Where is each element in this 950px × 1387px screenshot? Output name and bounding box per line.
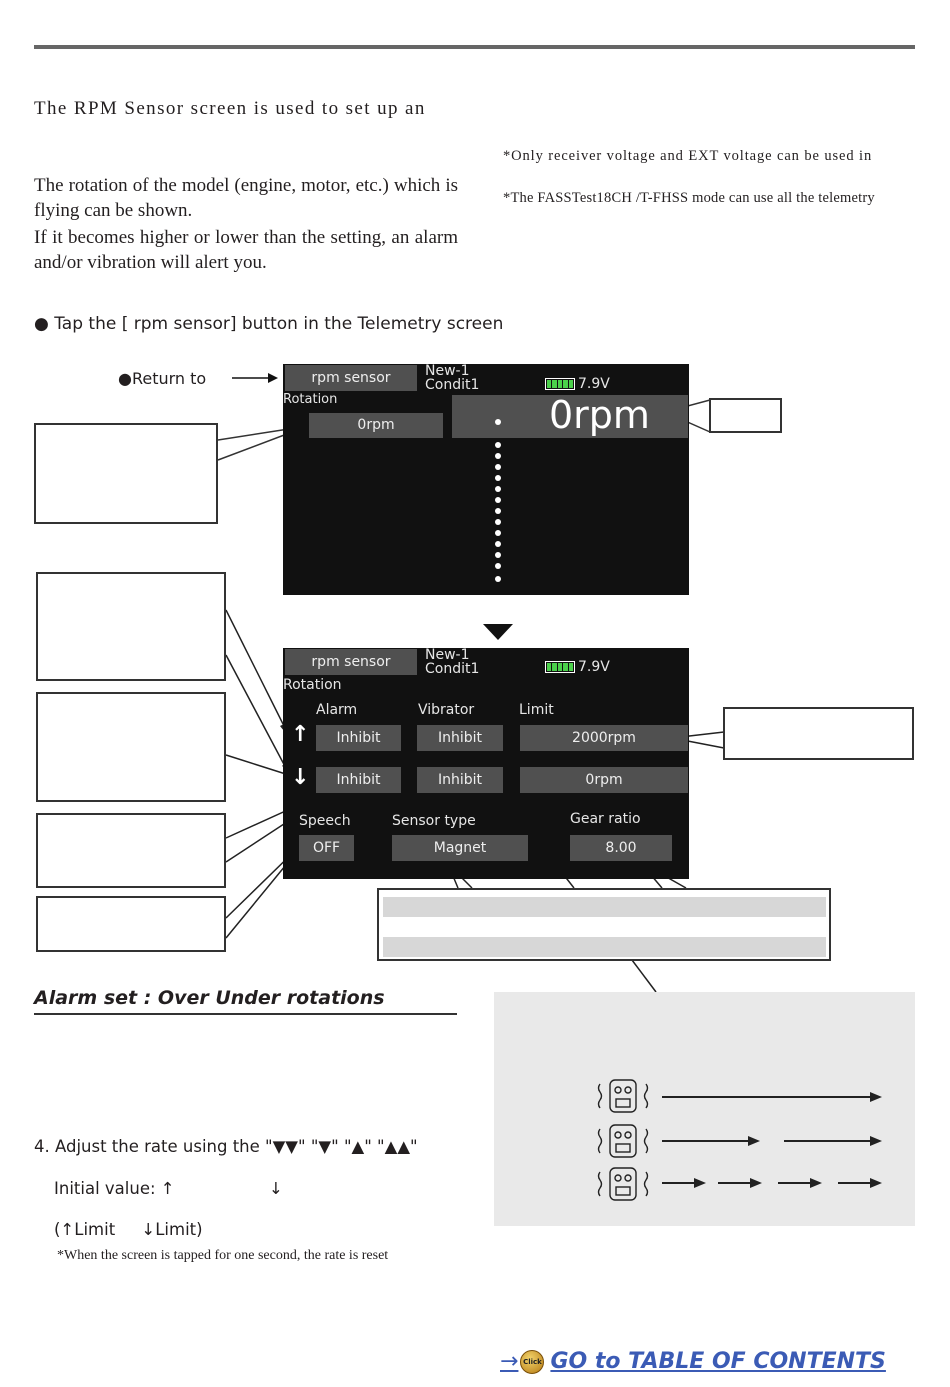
under-arrow-icon: ↓ xyxy=(291,765,310,790)
note-telemetry: *The FASSTest18CH /T-FHSS mode can use all the telemetry xyxy=(503,190,875,206)
under-limit-button[interactable]: 0rpm xyxy=(520,767,688,793)
model-name: New-1 xyxy=(425,647,470,663)
note-voltage: *Only receiver voltage and EXT voltage can be used in xyxy=(503,148,873,164)
sensor-type-label: Sensor type xyxy=(392,813,476,829)
gear-ratio-button[interactable]: 8.00 xyxy=(570,835,672,861)
over-vibrator-button[interactable]: Inhibit xyxy=(417,725,503,751)
vibration-patterns xyxy=(494,992,915,1226)
rotation-label: Rotation xyxy=(283,392,338,407)
return-to-label: ●Return to xyxy=(118,369,207,388)
speech-button[interactable]: OFF xyxy=(299,835,354,861)
callout-box-rotation xyxy=(34,423,218,524)
toc-arrow-icon: → xyxy=(500,1349,519,1374)
scroll-dot xyxy=(495,552,501,558)
scroll-dot xyxy=(495,486,501,492)
scroll-dot xyxy=(495,576,501,582)
intro-para3: If it becomes higher or lower than the setting, an alarm and/or vibration will alert you. xyxy=(34,227,458,273)
vibration-pattern-panel xyxy=(494,992,915,1226)
battery-icon xyxy=(545,661,575,673)
telemetry-screen-1 xyxy=(283,364,689,595)
step4-text: 4. Adjust the rate using the "▼▼" "▼" "▲" "▲▲" xyxy=(34,1137,418,1156)
scroll-dot xyxy=(495,508,501,514)
vibrate-icon xyxy=(599,1168,648,1200)
condition-name: Condit1 xyxy=(425,377,480,393)
model-name: New-1 xyxy=(425,363,470,379)
callout-stripe xyxy=(383,897,826,917)
scroll-dot xyxy=(495,541,501,547)
gear-ratio-label: Gear ratio xyxy=(570,811,641,827)
intro-line1: The RPM Sensor screen is used to set up an xyxy=(34,98,426,119)
under-vibrator-button[interactable]: Inhibit xyxy=(417,767,503,793)
callout-box-over xyxy=(36,572,226,681)
alarm-column-label: Alarm xyxy=(316,702,358,718)
alarm-section-title: Alarm set : Over Under rotations xyxy=(34,987,385,1009)
over-arrow-icon: ↑ xyxy=(291,722,310,747)
voltage-readout: 7.9V xyxy=(578,376,610,392)
callout-stripe xyxy=(383,937,826,957)
scroll-dot xyxy=(495,464,501,470)
reset-note: *When the screen is tapped for one second, the rate is reset xyxy=(57,1248,389,1263)
initial-value-text: Initial value: ↑ ↓ xyxy=(54,1179,283,1198)
callout-box-speech xyxy=(36,896,226,952)
rpm-sensor-button[interactable]: rpm sensor xyxy=(285,649,417,675)
scroll-dot xyxy=(495,497,501,503)
callout-box-display xyxy=(709,398,782,433)
scroll-dot xyxy=(495,475,501,481)
callout-box-limit xyxy=(723,707,914,760)
condition-name: Condit1 xyxy=(425,661,480,677)
sensor-type-button[interactable]: Magnet xyxy=(392,835,528,861)
under-alarm-button[interactable]: Inhibit xyxy=(316,767,401,793)
intro-para2: The rotation of the model (engine, motor, etc.) which is flying can be shown. xyxy=(34,175,458,221)
toc-link[interactable] xyxy=(500,1349,886,1374)
rotation-value-button[interactable]: 0rpm xyxy=(309,413,443,438)
vibrate-icon xyxy=(599,1080,648,1112)
instruction-text: ● Tap the [ rpm sensor] button in the Telemetry screen xyxy=(34,314,504,334)
limit-column-label: Limit xyxy=(519,702,554,718)
callout-box-under xyxy=(36,692,226,802)
big-rpm-value: 0rpm xyxy=(549,393,650,437)
rotation-label: Rotation xyxy=(283,677,342,693)
scroll-dot xyxy=(495,519,501,525)
scroll-dot xyxy=(495,453,501,459)
battery-icon xyxy=(545,378,575,390)
voltage-readout: 7.9V xyxy=(578,659,610,675)
vibrate-icon xyxy=(599,1125,648,1157)
limit-text: (↑Limit ↓Limit) xyxy=(54,1220,203,1239)
scroll-dot xyxy=(495,442,501,448)
toc-link-text[interactable]: GO to TABLE OF CONTENTS xyxy=(550,1349,886,1374)
telemetry-screen-2 xyxy=(283,648,689,879)
callout-box-alarm xyxy=(36,813,226,888)
click-icon: Click xyxy=(520,1350,544,1374)
callout-box-sensor xyxy=(377,888,831,961)
over-alarm-button[interactable]: Inhibit xyxy=(316,725,401,751)
alarm-title-rule xyxy=(34,1013,457,1015)
rpm-sensor-button[interactable]: rpm sensor xyxy=(285,365,417,391)
vibrator-column-label: Vibrator xyxy=(418,702,475,718)
scroll-dot xyxy=(495,530,501,536)
scroll-dot xyxy=(495,419,501,425)
speech-label: Speech xyxy=(299,813,351,829)
scroll-dot xyxy=(495,563,501,569)
over-limit-button[interactable]: 2000rpm xyxy=(520,725,688,751)
